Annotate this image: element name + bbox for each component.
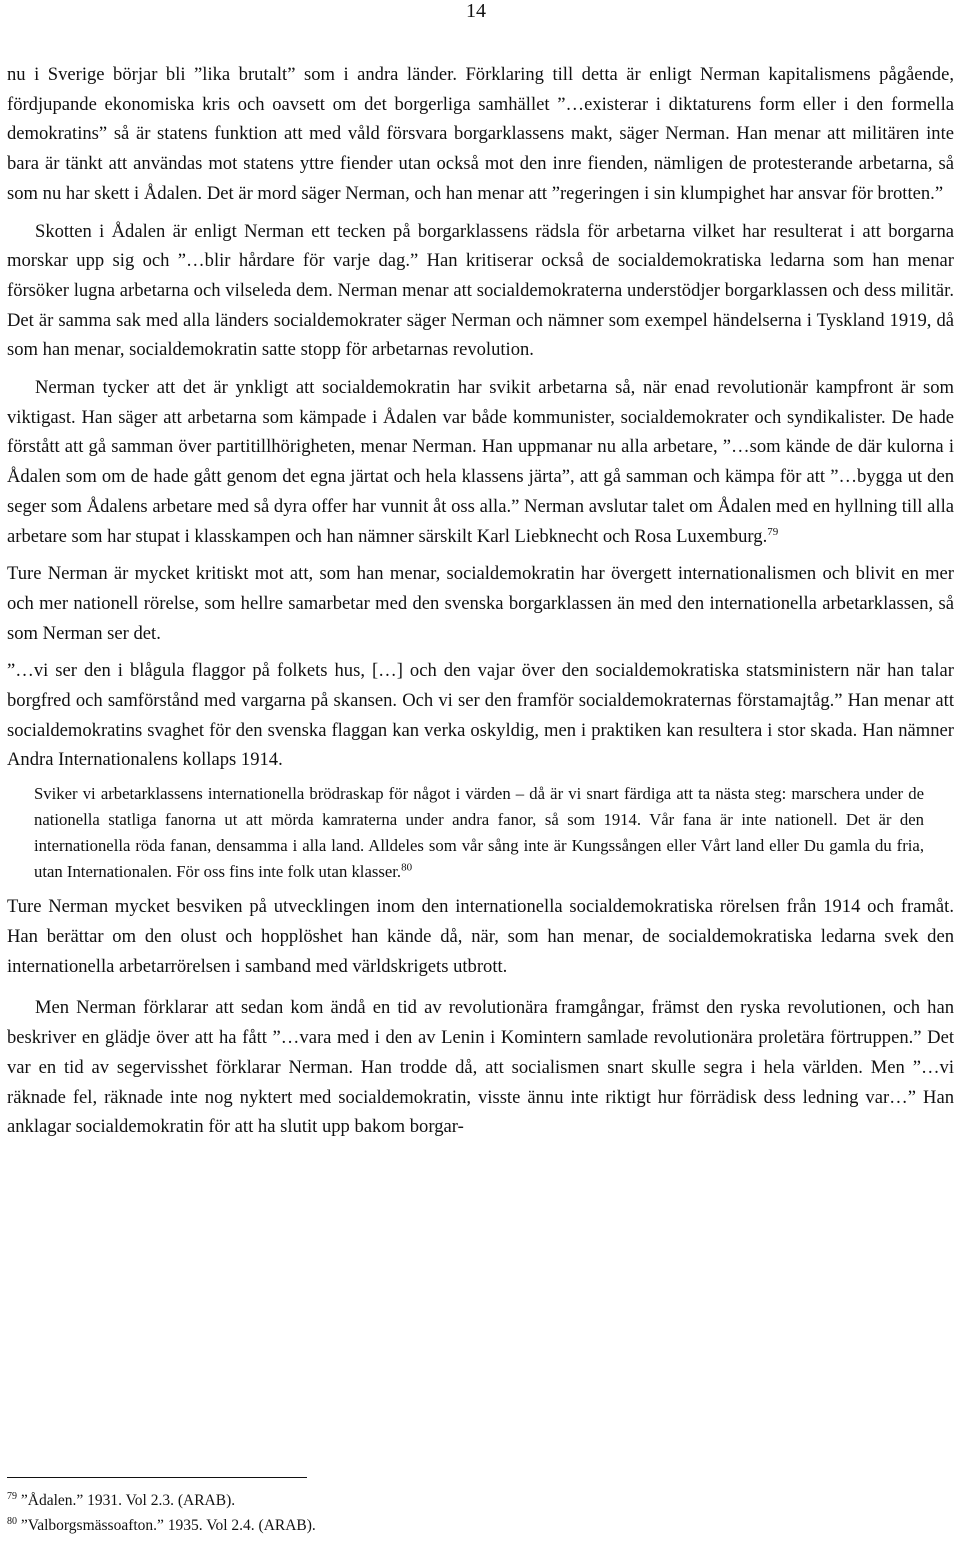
block-quote-text: Sviker vi arbetarklassens internationella brödraskap för något i värden – då är vi snart färdiga att ta nästa steg: marschera under de nationella statliga fanorna ut att mörda kamraterna under andra fanor, så som 1914. Vår fana är inte nationell. Det är den internationella röda fanan, densamma i alla land. Alldeles som vår sång inte är Kungssången eller Vårt land eller Du gamla du fria, utan Internationalen. För oss fins inte folk utan klasser. [34, 784, 924, 881]
paragraph-5-quote-intro [7, 656, 954, 775]
footnotes [7, 1488, 707, 1538]
footnote-separator [7, 1477, 307, 1478]
paragraph-2 [7, 217, 954, 366]
paragraph-1-text: nu i Sverige börjar bli ”lika brutalt” som i andra länder. Förklaring till detta är enligt Nerman kapitalismens pågående, fördjupande ekonomiska kris och oavsett om det borgerliga samhället ”…existerar i diktaturens form eller i den formella demokratins” så är statens funktion att med våld försvara borgarklassens makt, säger Nerman. Han menar att militären inte bara är tänkt att användas mot statens yttre fiender utan också mot den inre fienden, nämligen de protesterande arbetarna, så som nu har skett i Ådalen. Det är mord säger Nerman, och han menar att ”regeringen i sin klumpighet har ansvar för brotten.” [7, 64, 954, 204]
footnote-80-text: ”Valborgsmässoafton.” 1935. Vol 2.4. (ARAB). [20, 1517, 316, 1534]
paragraph-4 [7, 559, 954, 648]
block-quote [34, 781, 924, 884]
paragraph-3-text: Nerman tycker att det är ynkligt att socialdemokratin har svikit arbetarna så, när enad revolutionär kampfront är som viktigast. Han säger att arbetarna som kämpade i Ådalen var både kommunister, socialdemokrater och syndikalister. De hade förstått att gå samman över partitillhörigheten, menar Nerman. Han uppmanar nu alla arbetare, ”…som kände de där kulorna i Ådalen som om de hade gått genom det egna järtat och hela klassens järta”, att gå samman och kämpa för att ”…bygga ut den seger som Ådalens arbetare med så dyra offer har vunnit åt oss alla.” Nerman avslutar talet om Ådalen med en hyllning till alla arbetare som har stupat i klasskampen och han nämner särskilt Karl Liebknecht och Rosa Luxemburg. [7, 377, 954, 547]
paragraph-7 [7, 993, 954, 1142]
page-number: 14 [466, 0, 486, 22]
footnote-ref-79: 79 [767, 525, 779, 538]
paragraph-4-text: Ture Nerman är mycket kritiskt mot att, som han menar, socialdemokratin har övergett internationalismen och blivit en mer och mer nationell rörelse, som hellre samarbetar med den svenska borgarklassen än med den internationella arbetarklassen, så som Nerman ser det. [7, 563, 954, 644]
paragraph-5-text: ”…vi ser den i blågula flaggor på folkets hus, […] och den vajar över den socialdemokratiska statsministern när han talar borgfred och samförstånd med vargarna på skansen. Och vi ser den framför socialdemokraternas förstamajtåg.” Han menar att socialdemokratins svaghet för den svenska flaggan kan verka oskyldig, men i praktiken kan resultera i stor skada. Han nämner Andra Internationalens kollaps 1914. [7, 660, 954, 771]
paragraph-1 [7, 60, 954, 209]
footnote-79-text: ”Ådalen.” 1931. Vol 2.3. (ARAB). [20, 1492, 236, 1509]
footnote-79 [7, 1488, 707, 1513]
paragraph-3 [7, 373, 954, 551]
paragraph-6 [7, 892, 954, 981]
footnote-80-number: 80 [7, 1515, 17, 1527]
footnote-ref-80: 80 [401, 861, 413, 873]
body-text [7, 60, 954, 1142]
paragraph-2-text: Skotten i Ådalen är enligt Nerman ett tecken på borgarklassens rädsla för arbetarna vilket har resulterat i att borgarna morskar upp sig och ”…blir hårdare för varje dag.” Han kritiserar också de socialdemokratiska ledarna som han menar försöker lugna arbetarna och vilseleda dem. Nerman menar att socialdemokraterna understödjer borgarklassen och dess militär. Det är samma sak med alla länders socialdemokrater säger Nerman och nämner som exempel händelserna i Tyskland 1919, då som han menar, socialdemokratin satte stopp för arbetarnas revolution. [7, 220, 954, 361]
footnote-80 [7, 1513, 707, 1538]
paragraph-6-text: Ture Nerman mycket besviken på utvecklingen inom den internationella socialdemokratiska rörelsen från 1914 och framåt. Han berättar om den olust och hopplöshet han kände då, när, som han menar, de socialdemokratiska ledarna svek den internationella arbetarrörelsen i samband med världskrigets utbrott. [7, 896, 954, 977]
footnote-79-number: 79 [7, 1490, 17, 1502]
paragraph-7-text: Men Nerman förklarar att sedan kom ändå en tid av revolutionära framgångar, främst den ryska revolutionen, och han beskriver en glädje över att ha fått ”…vara med i den av Lenin i Komintern samlade revolutionära proletära förtruppen.” Det var en tid av segervisshet förklarar Nerman. Han trodde då, att socialismen snart skulle segra i hela världen. Men ”…vi räknade fel, räknade inte nog nyktert med socialdemokratin, visste ännu inte riktigt hur förrädisk dess ledning var…” Han anklagar socialdemokratin för att ha slutit upp bakom borgar- [7, 997, 954, 1138]
